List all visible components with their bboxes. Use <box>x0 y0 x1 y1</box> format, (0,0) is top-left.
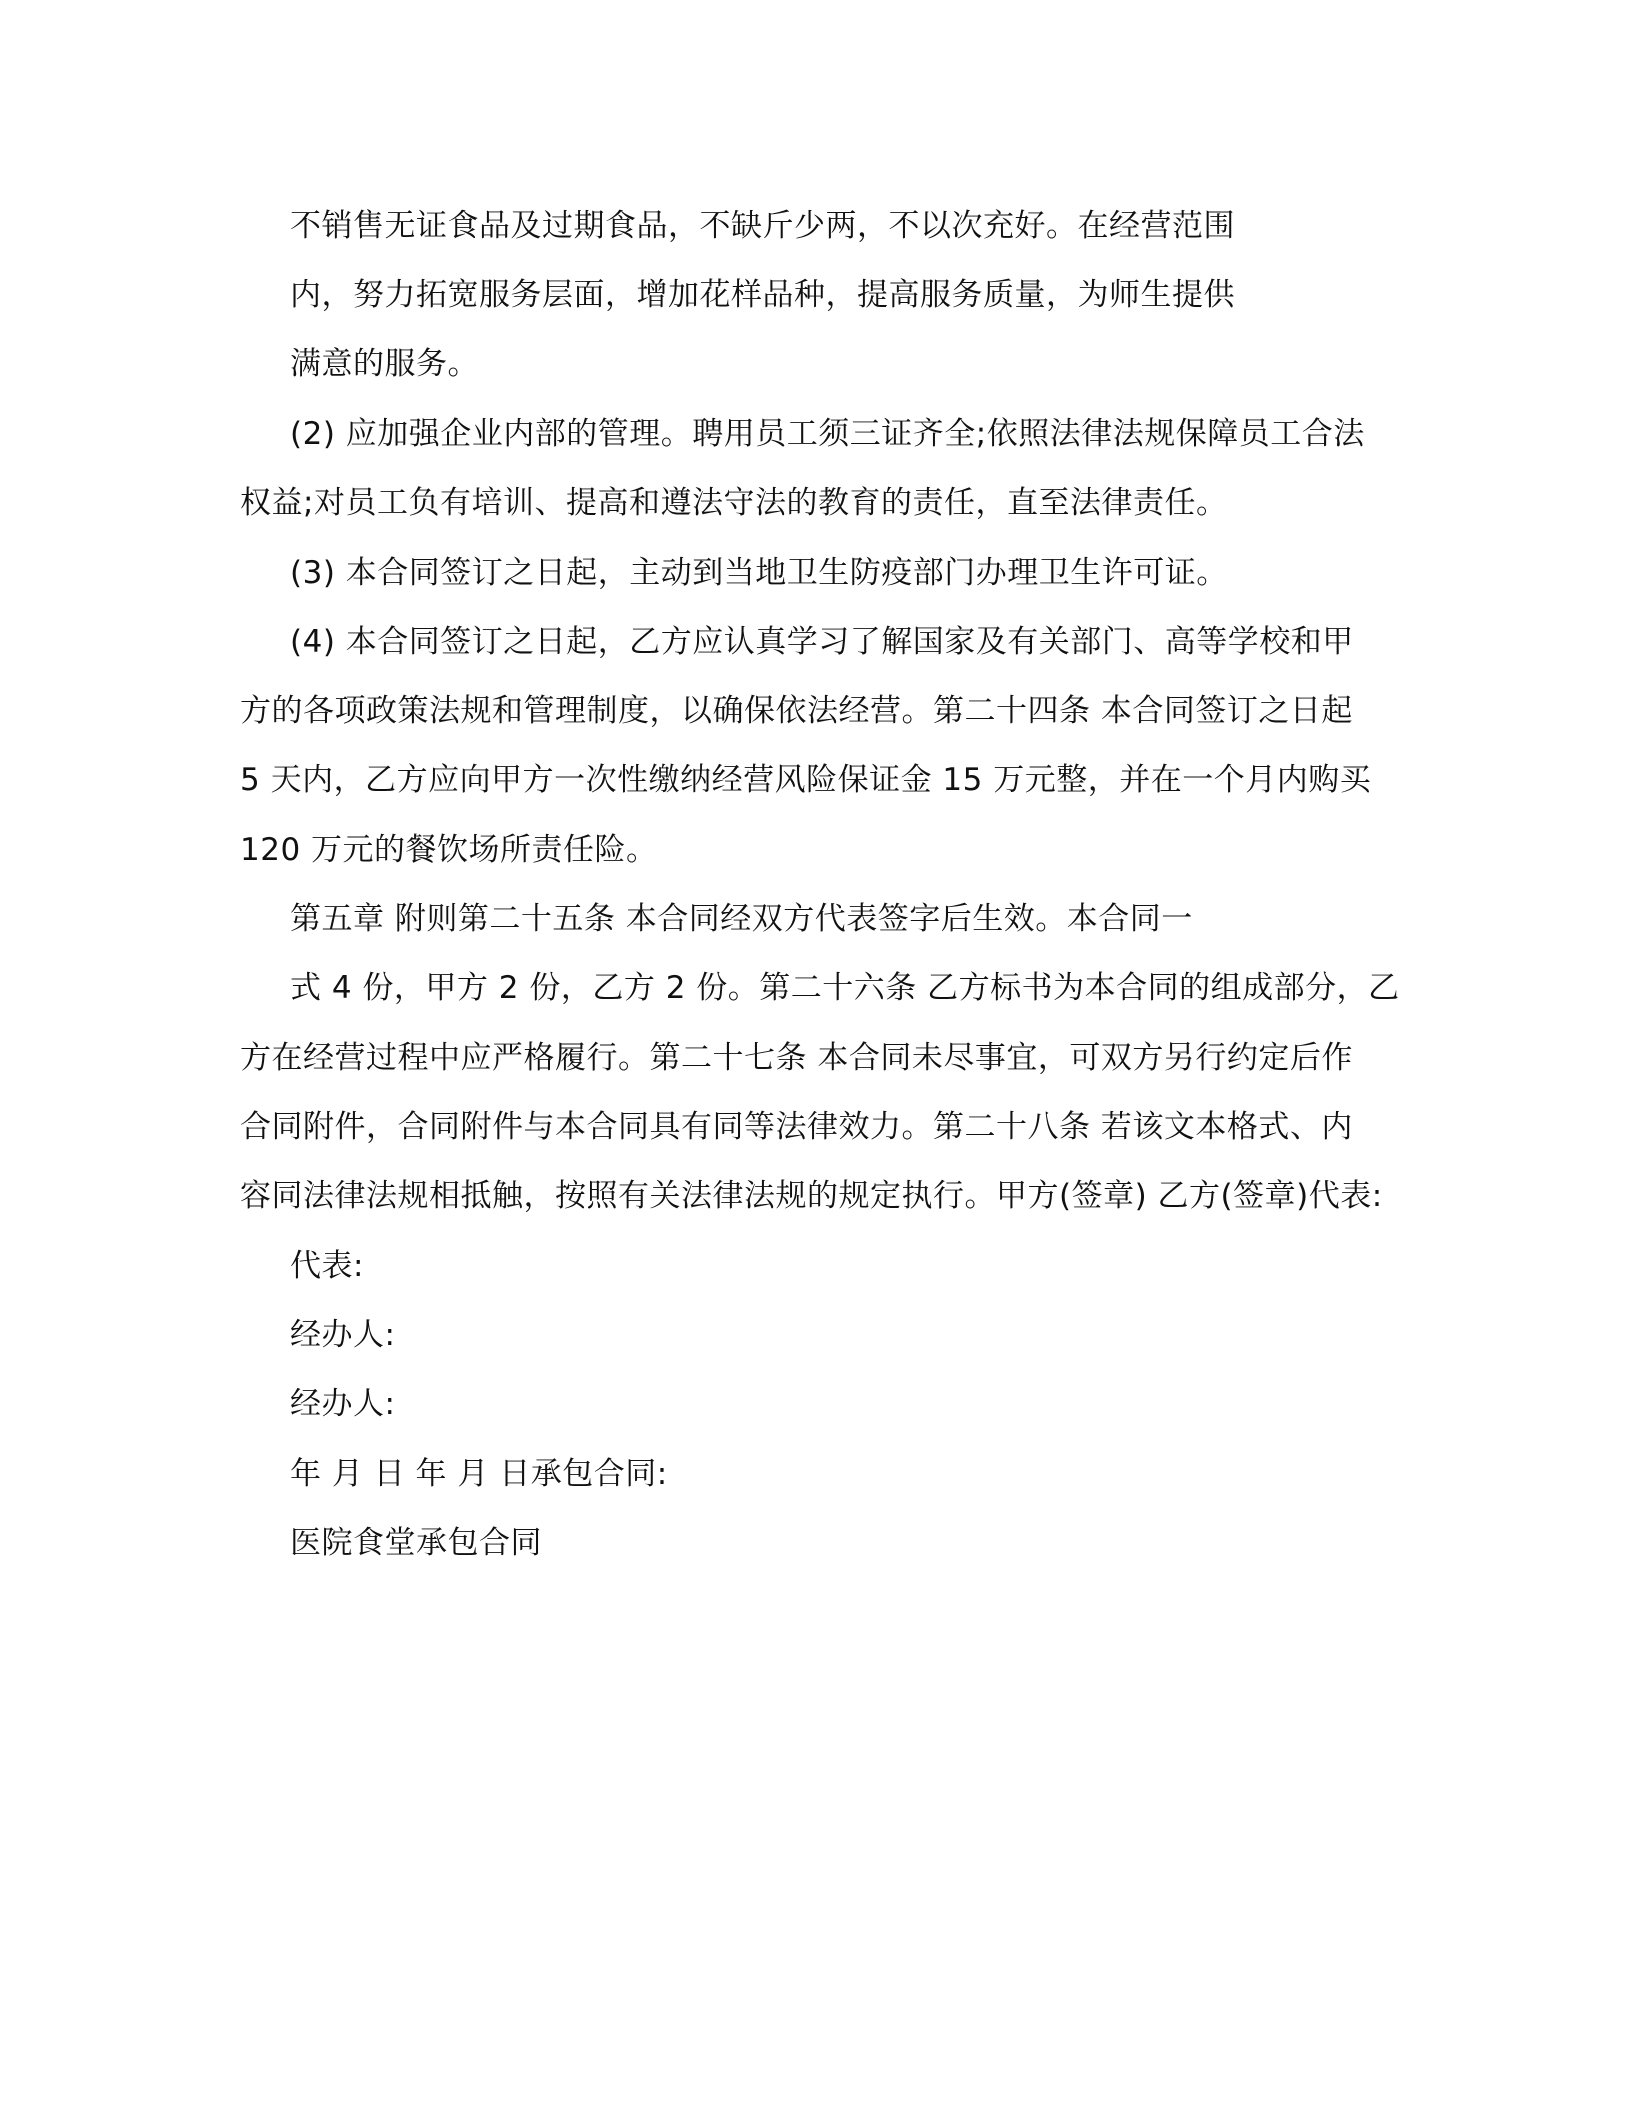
text-line-18: 经办人: <box>290 1386 396 1422</box>
text-line-1: 不销售无证食品及过期食品，不缺斤少两，不以次充好。在经营范围 <box>290 208 1235 244</box>
text-line-19: 年 月 日 年 月 日承包合同: <box>290 1456 668 1492</box>
text-line-12: 式 4 份，甲方 2 份，乙方 2 份。第二十六条 乙方标书为本合同的组成部分，乙 <box>290 970 1400 1006</box>
text-line-13: 方在经营过程中应严格履行。第二十七条 本合同未尽事宜，可双方另行约定后作 <box>240 1040 1353 1076</box>
text-line-3: 满意的服务。 <box>290 346 479 382</box>
text-line-5: 权益;对员工负有培训、提高和遵法守法的教育的责任，直至法律责任。 <box>240 485 1228 521</box>
text-line-20: 医院食堂承包合同 <box>290 1525 542 1561</box>
text-line-14: 合同附件，合同附件与本合同具有同等法律效力。第二十八条 若该文本格式、内 <box>240 1109 1353 1145</box>
text-line-16: 代表: <box>290 1248 364 1284</box>
text-line-6: (3) 本合同签订之日起，主动到当地卫生防疫部门办理卫生许可证。 <box>290 555 1228 591</box>
text-line-10: 120 万元的餐饮场所责任险。 <box>240 832 658 868</box>
text-line-17: 经办人: <box>290 1317 396 1353</box>
text-line-7: (4) 本合同签订之日起，乙方应认真学习了解国家及有关部门、高等学校和甲 <box>290 624 1354 660</box>
text-line-11: 第五章 附则第二十五条 本合同经双方代表签字后生效。本合同一 <box>290 901 1193 937</box>
text-line-4: (2) 应加强企业内部的管理。聘用员工须三证齐全;依照法律法规保障员工合法 <box>290 416 1365 452</box>
text-line-15: 容同法律法规相抵触，按照有关法律法规的规定执行。甲方(签章) 乙方(签章)代表: <box>240 1178 1383 1214</box>
text-line-8: 方的各项政策法规和管理制度，以确保依法经营。第二十四条 本合同签订之日起 <box>240 693 1353 729</box>
text-line-2: 内，努力拓宽服务层面，增加花样品种，提高服务质量，为师生提供 <box>290 277 1235 313</box>
text-line-9: 5 天内，乙方应向甲方一次性缴纳经营风险保证金 15 万元整，并在一个月内购买 <box>240 762 1372 798</box>
